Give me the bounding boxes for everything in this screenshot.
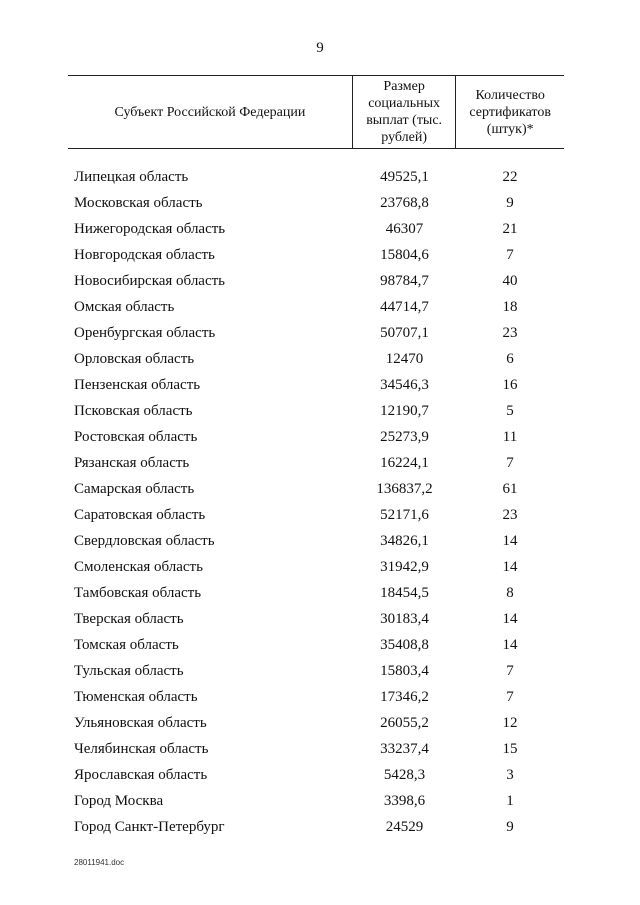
amount-cell: 44714,7: [380, 298, 429, 315]
region-cell: Нижегородская область: [74, 220, 226, 237]
count-cell: 40: [502, 272, 518, 289]
region-cell: Свердловская область: [74, 532, 215, 549]
amount-cell: 18454,5: [380, 584, 429, 601]
count-cell: 23: [502, 506, 518, 523]
count-cell: 16: [502, 376, 518, 393]
allocation-table: [68, 75, 564, 840]
table-row: [68, 450, 564, 476]
count-cell: 5: [506, 402, 514, 419]
count-cell: 22: [502, 168, 518, 185]
page-number: 9: [316, 40, 324, 56]
table-row: [68, 346, 564, 372]
header-amount: Размер социальных выплат (тыс. рублей): [352, 76, 457, 148]
amount-cell: 15804,6: [380, 246, 429, 263]
amount-cell: 17346,2: [380, 688, 429, 705]
amount-cell: 12190,7: [380, 402, 429, 419]
table-row: [68, 554, 564, 580]
amount-cell: 136837,2: [376, 480, 433, 497]
table-row: [68, 190, 564, 216]
count-cell: 14: [502, 558, 518, 575]
count-cell: 14: [502, 610, 518, 627]
region-cell: Московская область: [74, 194, 203, 211]
amount-cell: 24529: [385, 818, 424, 835]
region-cell: Пензенская область: [74, 376, 201, 393]
amount-cell: 31942,9: [380, 558, 429, 575]
amount-cell: 50707,1: [380, 324, 429, 341]
count-cell: 15: [502, 740, 518, 757]
count-cell: 7: [506, 688, 514, 705]
table-row: [68, 632, 564, 658]
table-row: [68, 762, 564, 788]
region-cell: Самарская область: [74, 480, 195, 497]
region-cell: Ростовская область: [74, 428, 198, 445]
table-row: [68, 242, 564, 268]
amount-cell: 5428,3: [383, 766, 426, 783]
region-cell: Томская область: [74, 636, 179, 653]
region-cell: Город Москва: [74, 792, 164, 809]
table-row: [68, 398, 564, 424]
count-cell: 18: [502, 298, 518, 315]
amount-cell: 34546,3: [380, 376, 429, 393]
count-cell: 6: [506, 350, 514, 367]
region-cell: Тульская область: [74, 662, 184, 679]
amount-cell: 23768,8: [380, 194, 429, 211]
document-filename: 28011941.doc: [74, 858, 125, 867]
table-row: [68, 320, 564, 346]
region-cell: Новосибирская область: [74, 272, 226, 289]
region-cell: Орловская область: [74, 350, 195, 367]
count-cell: 9: [506, 194, 514, 211]
region-cell: Ярославская область: [74, 766, 208, 783]
amount-cell: 12470: [385, 350, 424, 367]
table-row: [68, 710, 564, 736]
amount-cell: 25273,9: [380, 428, 429, 445]
region-cell: Челябинская область: [74, 740, 209, 757]
count-cell: 14: [502, 636, 518, 653]
region-cell: Город Санкт-Петербург: [74, 818, 225, 835]
header-count: Количество сертификатов (штук)*: [469, 87, 551, 137]
table-row: [68, 814, 564, 840]
count-cell: 23: [502, 324, 518, 341]
table-row: [68, 684, 564, 710]
region-cell: Липецкая область: [74, 168, 189, 185]
table-row: [68, 606, 564, 632]
amount-cell: 26055,2: [380, 714, 429, 731]
table-row: [68, 476, 564, 502]
table-row: [68, 424, 564, 450]
amount-cell: 30183,4: [380, 610, 429, 627]
amount-cell: 3398,6: [383, 792, 426, 809]
table-row: [68, 216, 564, 242]
table-row: [68, 164, 564, 190]
count-cell: 7: [506, 246, 514, 263]
region-cell: Смоленская область: [74, 558, 203, 575]
table-row: [68, 580, 564, 606]
count-cell: 8: [506, 584, 514, 601]
count-cell: 3: [506, 766, 514, 783]
table-row: [68, 736, 564, 762]
table-row: [68, 502, 564, 528]
count-cell: 14: [502, 532, 518, 549]
region-cell: Тамбовская область: [74, 584, 202, 601]
amount-cell: 15803,4: [380, 662, 429, 679]
amount-cell: 98784,7: [380, 272, 429, 289]
count-cell: 61: [502, 480, 518, 497]
table-header: [68, 75, 564, 149]
region-cell: Псковская область: [74, 402, 193, 419]
amount-cell: 16224,1: [380, 454, 429, 471]
count-cell: 1: [506, 792, 514, 809]
region-cell: Рязанская область: [74, 454, 190, 471]
amount-cell: 33237,4: [380, 740, 429, 757]
header-region: Субъект Российской Федерации: [114, 104, 306, 120]
count-cell: 12: [502, 714, 518, 731]
amount-cell: 46307: [385, 220, 424, 237]
count-cell: 11: [502, 428, 518, 445]
region-cell: Саратовская область: [74, 506, 206, 523]
region-cell: Оренбургская область: [74, 324, 216, 341]
table-row: [68, 268, 564, 294]
table-row: [68, 372, 564, 398]
amount-cell: 34826,1: [380, 532, 429, 549]
count-cell: 9: [506, 818, 514, 835]
table-row: [68, 658, 564, 684]
region-cell: Омская область: [74, 298, 175, 315]
table-row: [68, 294, 564, 320]
region-cell: Новгородская область: [74, 246, 215, 263]
table-row: [68, 788, 564, 814]
amount-cell: 35408,8: [380, 636, 429, 653]
region-cell: Ульяновская область: [74, 714, 207, 731]
count-cell: 21: [502, 220, 518, 237]
count-cell: 7: [506, 454, 514, 471]
table-body: [68, 164, 564, 840]
amount-cell: 49525,1: [380, 168, 429, 185]
count-cell: 7: [506, 662, 514, 679]
region-cell: Тюменская область: [74, 688, 198, 705]
region-cell: Тверская область: [74, 610, 184, 627]
amount-cell: 52171,6: [380, 506, 429, 523]
table-row: [68, 528, 564, 554]
